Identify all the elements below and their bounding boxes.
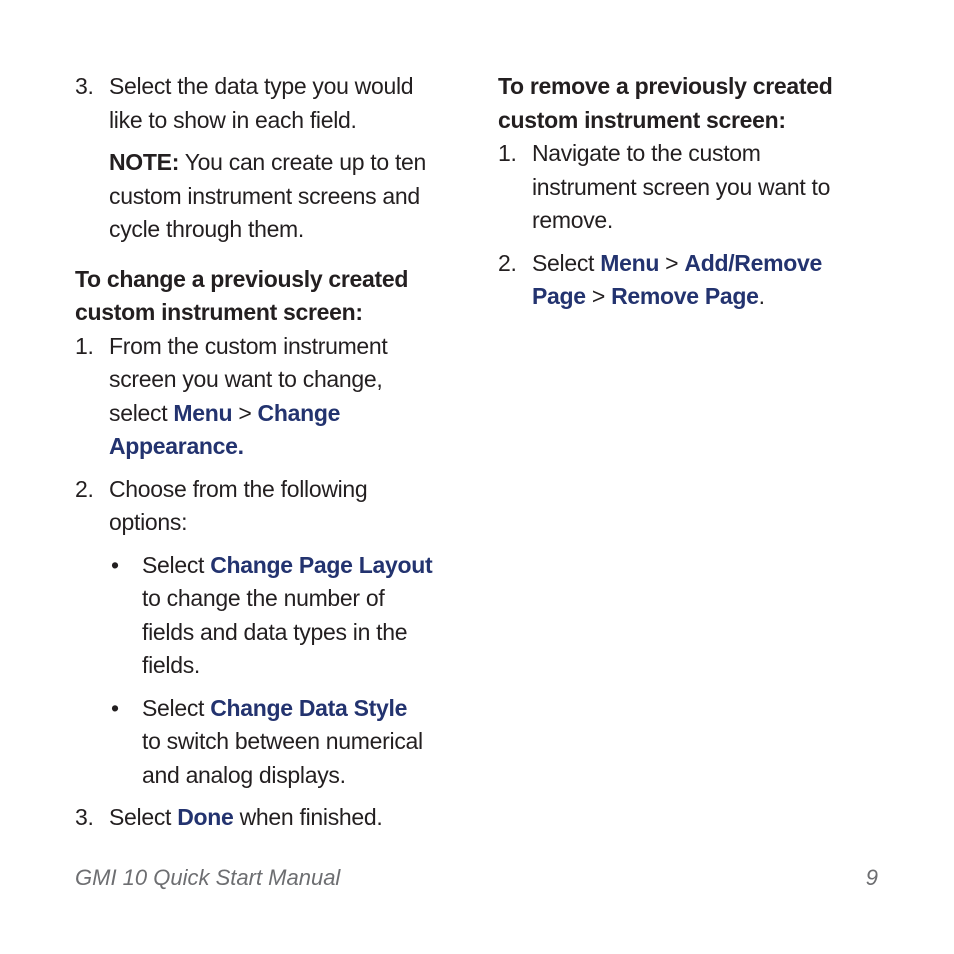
bullet-change-data-style xyxy=(75,692,465,793)
right-column xyxy=(498,70,888,314)
change-step-1 xyxy=(75,330,465,464)
remove-step-1 xyxy=(498,137,888,238)
text-line: options: xyxy=(109,509,188,535)
text-fragment: You can create up to ten xyxy=(179,149,427,175)
step-3-select-data-type xyxy=(75,70,465,137)
text-line: to change the number of xyxy=(142,585,385,611)
step-number: 2. xyxy=(75,475,94,502)
text-line: screen you want to change, xyxy=(109,366,383,392)
bullet-icon: • xyxy=(111,694,119,721)
separator: > xyxy=(659,249,685,276)
text-line xyxy=(109,801,465,835)
ui-label-remove-page: Remove Page xyxy=(611,283,759,309)
text-line xyxy=(532,280,888,314)
ui-label-appearance: Appearance. xyxy=(109,433,244,459)
text-fragment: Select xyxy=(142,694,211,721)
step-number: 3. xyxy=(75,804,94,830)
text-line xyxy=(109,397,465,431)
ui-label-add-remove: Add/Remove xyxy=(684,249,822,276)
remove-step-2 xyxy=(498,247,888,314)
text-line xyxy=(109,146,465,180)
ui-label-change-page-layout: Change Page Layout xyxy=(210,551,433,578)
change-step-3 xyxy=(75,801,465,835)
note-block xyxy=(75,146,465,247)
bullet-icon: • xyxy=(111,551,119,578)
ui-label-change-data-style: Change Data Style xyxy=(210,694,408,721)
text-line: From the custom instrument xyxy=(109,332,388,359)
ui-label-menu: Menu xyxy=(600,249,660,276)
step-number: 1. xyxy=(498,140,517,166)
ui-label-menu: Menu xyxy=(173,399,233,426)
text-fragment: when finished. xyxy=(233,804,383,830)
text-line: fields. xyxy=(142,652,200,678)
heading-line: To remove a previously created xyxy=(498,73,833,99)
page-number: 9 xyxy=(865,865,878,890)
bullet-change-page-layout xyxy=(75,549,465,683)
text-fragment: select xyxy=(109,399,174,426)
ui-label-page: Page xyxy=(532,283,586,309)
text-line: remove. xyxy=(532,207,613,233)
separator: > xyxy=(232,399,258,426)
text-fragment: Select xyxy=(142,551,211,578)
heading-line: custom instrument screen: xyxy=(75,299,363,325)
step-number: 2. xyxy=(498,249,517,276)
text-line: Navigate to the custom xyxy=(532,140,761,166)
text-line: to switch between numerical xyxy=(142,728,423,754)
text-line: like to show in each field. xyxy=(109,106,357,133)
text-line: cycle through them. xyxy=(109,216,305,242)
text-line: Select the data type you would xyxy=(109,73,414,99)
heading-line: To change a previously created xyxy=(75,265,409,292)
text-line xyxy=(532,247,888,281)
text-fragment: Select xyxy=(532,249,601,276)
left-column xyxy=(75,70,465,835)
section-heading-remove xyxy=(498,70,888,137)
step-number: 3. xyxy=(75,73,94,99)
text-line: custom instrument screens and xyxy=(109,182,420,209)
text-line xyxy=(142,549,465,583)
text-line: fields and data types in the xyxy=(142,618,408,645)
text-line xyxy=(142,692,465,726)
note-label: NOTE: xyxy=(109,149,180,175)
change-step-2 xyxy=(75,473,465,540)
step-number: 1. xyxy=(75,332,94,359)
text-line: and analog displays. xyxy=(142,761,346,788)
section-heading-change xyxy=(75,263,465,330)
footer-manual-title: GMI 10 Quick Start Manual xyxy=(75,865,341,890)
text-line: Choose from the following xyxy=(109,475,368,502)
text-line: instrument screen you want to xyxy=(532,173,831,200)
text-fragment: Select xyxy=(109,804,178,830)
ui-label-change: Change xyxy=(257,399,341,426)
heading-line: custom instrument screen: xyxy=(498,106,786,133)
text-fragment: . xyxy=(758,283,765,309)
ui-label-done: Done xyxy=(177,804,234,830)
separator: > xyxy=(585,283,612,309)
